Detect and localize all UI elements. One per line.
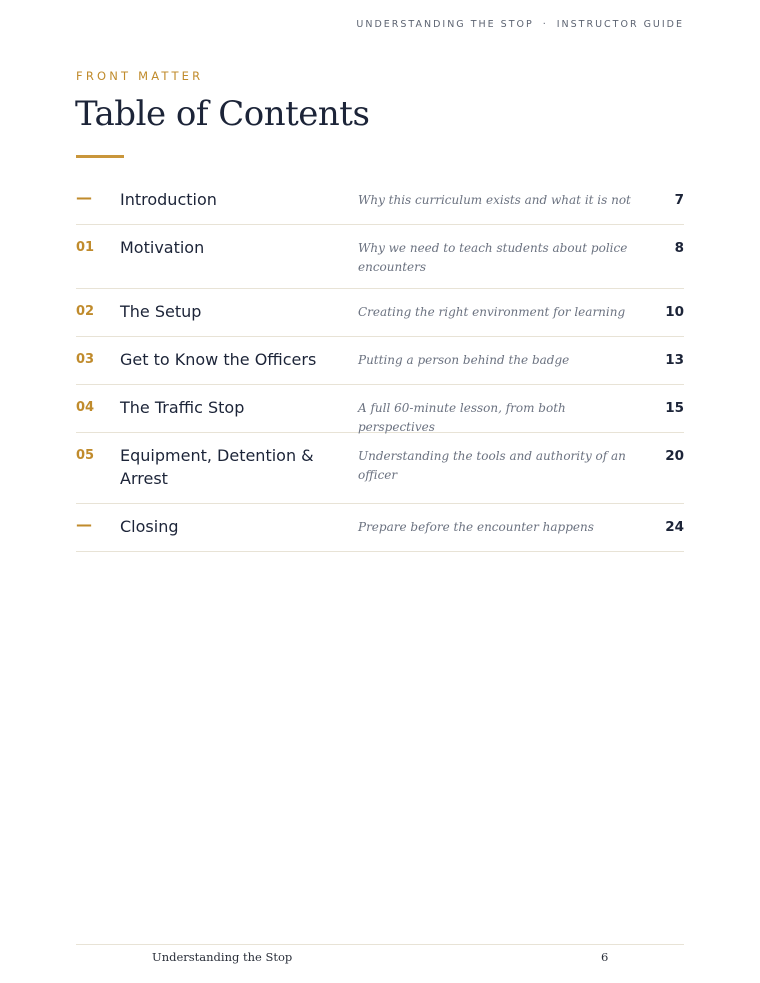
page-title: Table of Contents: [75, 94, 370, 134]
toc-entry-description: Why we need to teach students about police encounters: [358, 241, 628, 274]
toc-entry-number: —: [76, 515, 92, 534]
toc-entry-page: 15: [665, 400, 684, 416]
toc-entry-page: 20: [665, 448, 684, 464]
toc-entry-description: Why this curriculum exists and what it is not: [358, 193, 631, 207]
footer-page-number: 6: [601, 950, 609, 964]
toc-entry-description: A full 60-minute lesson, from both perspectives: [358, 401, 566, 434]
toc-entry-number: 02: [76, 304, 95, 319]
toc-entry-page: 7: [674, 192, 684, 208]
toc-entry-get-to-know-the-officers[interactable]: [76, 337, 684, 385]
footer-rule: [76, 944, 684, 945]
title-accent-rule: [76, 155, 124, 158]
toc-entry-label: Motivation: [120, 238, 205, 257]
toc-entry-label: The Traffic Stop: [120, 398, 245, 417]
table-of-contents: [76, 177, 684, 552]
toc-entry-description: Understanding the tools and authority of an officer: [358, 449, 626, 482]
toc-entry-motivation[interactable]: [76, 225, 684, 289]
toc-entry-page: 8: [674, 240, 684, 256]
toc-entry-the-traffic-stop[interactable]: [76, 385, 684, 433]
toc-entry-label: Introduction: [120, 190, 217, 209]
toc-entry-label: Equipment, Detention & Arrest: [120, 446, 314, 488]
toc-entry-label: Closing: [120, 517, 179, 536]
toc-entry-description: Creating the right environment for learning: [358, 305, 626, 319]
toc-entry-page: 24: [665, 519, 684, 535]
section-eyebrow: FRONT MATTER: [76, 69, 204, 83]
running-head-title: UNDERSTANDING THE STOP: [356, 19, 534, 30]
toc-entry-number: 03: [76, 352, 95, 367]
toc-entry-number: 05: [76, 448, 95, 463]
toc-entry-number: —: [76, 188, 92, 207]
toc-entry-number: 04: [76, 400, 95, 415]
running-head-separator: ·: [542, 19, 548, 30]
toc-entry-closing[interactable]: [76, 504, 684, 552]
toc-entry-equipment-detention-arrest[interactable]: [76, 433, 684, 504]
toc-entry-the-setup[interactable]: [76, 289, 684, 337]
toc-entry-description: Prepare before the encounter happens: [358, 520, 594, 534]
toc-entry-description: Putting a person behind the badge: [358, 353, 570, 367]
toc-entry-page: 10: [665, 304, 684, 320]
running-head: [356, 19, 684, 30]
running-head-section: INSTRUCTOR GUIDE: [556, 19, 684, 30]
toc-entry-label: The Setup: [120, 302, 202, 321]
footer-title: Understanding the Stop: [152, 950, 293, 964]
toc-entry-label: Get to Know the Officers: [120, 350, 317, 369]
toc-entry-number: 01: [76, 240, 95, 255]
toc-entry-page: 13: [665, 352, 684, 368]
toc-entry-introduction[interactable]: [76, 177, 684, 225]
